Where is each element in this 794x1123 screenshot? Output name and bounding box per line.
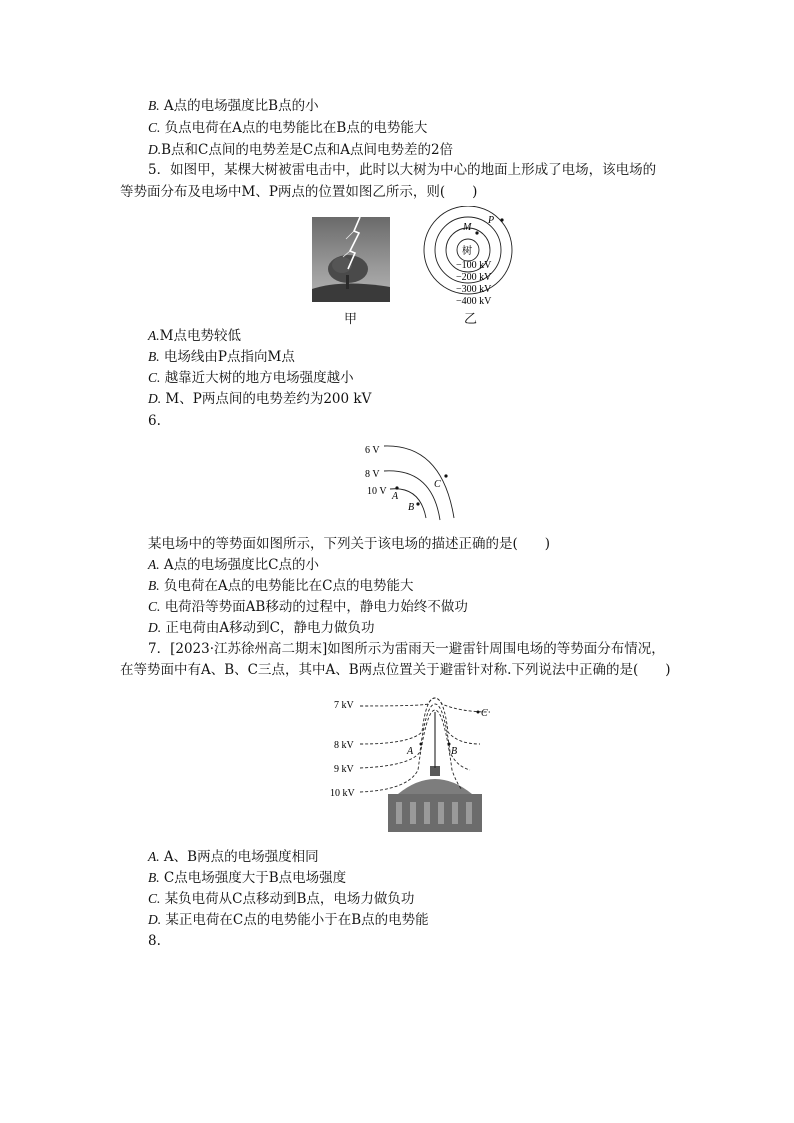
q8-number: 8. — [148, 933, 161, 949]
q7-option-d: D. 某正电荷在C点的电势能小于在B点的电势能 — [148, 912, 429, 928]
lightning-tree-photo — [312, 217, 390, 302]
tree-label: 树 — [462, 246, 472, 257]
q6-option-d: D. 正电荷由A移动到C，静电力做负功 — [148, 620, 375, 636]
label-6v: 6 V — [365, 445, 380, 456]
point-m-dot — [475, 231, 478, 234]
q6-number: 6. — [148, 413, 161, 429]
q5-option-d: D. M、P两点间的电势差约为200 kV — [148, 391, 372, 407]
potential-label-1: −100 kV — [456, 260, 492, 271]
q5-option-c: C. 越靠近大树的地方电场强度越小 — [148, 370, 354, 386]
q5-option-b: B. 电场线由P点指向M点 — [148, 349, 295, 365]
point-p-dot — [500, 218, 503, 221]
q6-stem: 某电场中的等势面如图所示，下列关于该电场的描述正确的是( ) — [148, 536, 551, 552]
q7-stem-line1: 7．[2023·江苏徐州高二期末]如图所示为雷雨天一避雷针周围电场的等势面分布情况， — [148, 641, 665, 657]
figure-caption-yi: 乙 — [464, 312, 478, 327]
label-10v: 10 V — [367, 486, 387, 497]
point-a-label: A — [392, 491, 399, 502]
label-9kv: 9 kV — [334, 764, 354, 775]
point-c-label: C — [481, 708, 488, 719]
point-p-label: P — [488, 215, 495, 226]
point-c-label: C — [434, 479, 441, 490]
point-m-label: M — [463, 222, 472, 233]
label-7kv: 7 kV — [334, 700, 354, 711]
equipotential-arcs-diagram — [362, 436, 467, 524]
q5-stem-line1: 5．如图甲，某棵大树被雷电击中，此时以大树为中心的地面上形成了电场，该电场的 — [148, 162, 657, 178]
q5-stem-line2: 等势面分布及电场中M、P两点的位置如图乙所示，则( ) — [120, 184, 478, 200]
point-a-dot — [420, 743, 423, 746]
point-c-dot — [444, 474, 447, 477]
label-10kv: 10 kV — [330, 788, 355, 799]
q6-option-a: A. A点的电场强度比C点的小 — [148, 557, 320, 573]
equipotential-7kv — [360, 698, 490, 712]
figure-caption-jia: 甲 — [344, 312, 358, 327]
point-b-label: B — [408, 502, 415, 513]
point-b-label: B — [451, 746, 458, 757]
potential-label-2: −200 kV — [456, 272, 492, 283]
q6-option-b: B. 负电荷在A点的电势能比在C点的电势能大 — [148, 578, 414, 594]
point-b-dot — [416, 502, 419, 505]
q4-option-c: C. 负点电荷在A点的电势能比在B点的电势能大 — [148, 120, 428, 136]
q5-option-a: A.M点电势较低 — [148, 328, 241, 344]
point-a-label: A — [407, 746, 414, 757]
equipotential-arc-6v — [384, 446, 454, 518]
label-8v: 8 V — [365, 469, 380, 480]
equipotential-8kv — [360, 698, 480, 744]
q7-option-c: C. 某负电荷从C点移动到B点，电场力做负功 — [148, 891, 415, 907]
equipotential-circles-diagram — [418, 206, 528, 316]
q6-option-c: C. 电荷沿等势面AB移动的过程中，静电力始终不做功 — [148, 599, 468, 615]
q7-option-b: B. C点电场强度大于B点电场强度 — [148, 870, 347, 886]
q7-option-a: A. A、B两点的电场强度相同 — [148, 849, 319, 865]
label-8kv: 8 kV — [334, 740, 354, 751]
point-c-dot — [477, 711, 480, 714]
lightning-rod-diagram — [330, 692, 500, 834]
point-a-dot — [395, 486, 398, 489]
potential-label-4: −400 kV — [456, 296, 492, 307]
q7-stem-line2: 在等势面中有A、B、C三点，其中A、B两点位置关于避雷针对称.下列说法中正确的是( ) — [120, 662, 671, 678]
potential-label-3: −300 kV — [456, 284, 492, 295]
q4-option-b: B. A点的电场强度比B点的小 — [148, 98, 319, 114]
q4-option-d: D.B点和C点间的电势差是C点和A点间电势差的2倍 — [148, 142, 454, 158]
